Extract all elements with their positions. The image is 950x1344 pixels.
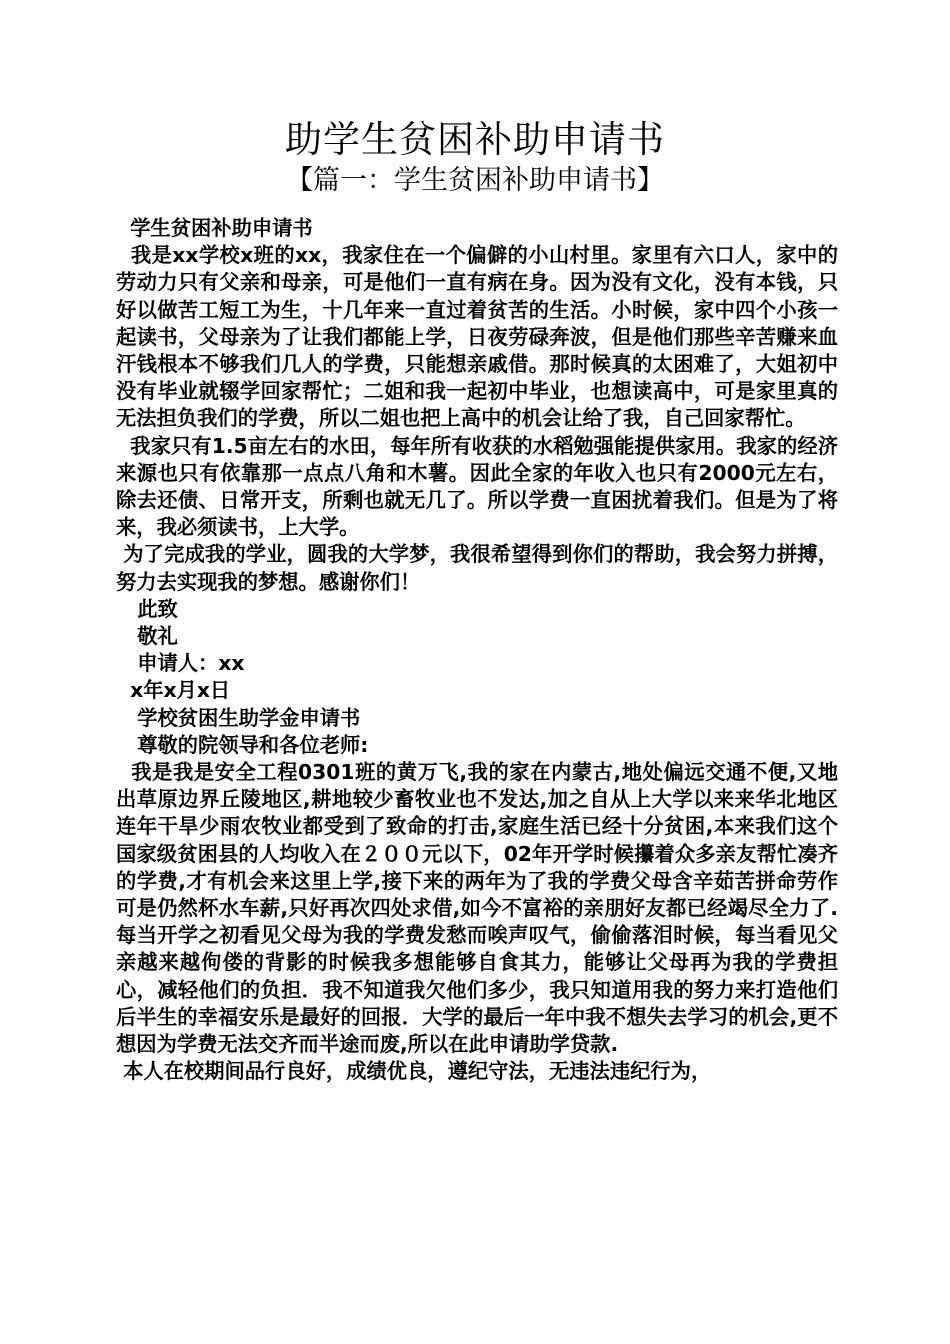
document-body [116,215,838,1086]
greeting-line: 尊敬的院领导和各位老师: [116,732,369,757]
document-subtitle: 【篇一：学生贫困补助申请书】 [286,165,664,196]
date-line: x年x月x日 [116,678,231,703]
body-paragraph: 我是我是安全工程0301班的黄万飞,我的家在内蒙古,地处偏远交通不便,又地出草原边界丘陵地区,耕地较少畜牧业也不发达,加之自从上大学以来来华北地区连年干旱少雨农牧业都受到了致命的打击,家庭生活已经十分贫困,本来我们这个国家级贫困县的人均收入在２００元以下，02年开学时候攥着众多亲友帮忙凑齐的学费,才有机会来这里上学,接下来的两年为了我的学费父母含辛茹苦拼命劳作可是仍然杯水车薪,只好再次四处求借,如今不富裕的亲朋好友都已经竭尽全力了.每当开学之初看见父母为我的学费发愁而唉声叹气，偷偷落泪时候，每当看见父亲越来越佝偻的背影的时候我多想能够自食其力，能够让父母再为我的学费担心，减轻他们的负担．我不知道我欠他们多少，我只知道用我的努力来打造他们后半生的幸福安乐是最好的回报．大学的最后一年中我不想失去学习的机会,更不想因为学费无法交齐而半途而废,所以在此申请助学贷款. [116,760,839,1057]
body-paragraph: 我家只有1.5亩左右的水田，每年所有收获的水稻勉强能提供家用。我家的经济来源也只有依靠那一点点八角和木薯。因此全家的年收入也只有2000元左右，除去还债、日常开支，所剩也就无几了。所以学费一直困扰着我们。但是为了将来，我必须读书，上大学。 [116,433,838,540]
body-paragraph: 本人在校期间品行良好，成绩优良，遵纪守法，无违法违纪行为， [116,1059,712,1084]
closing-regards: 敬礼 [116,624,178,649]
body-paragraph: 我是xx学校x班的xx，我家住在一个偏僻的小山村里。家里有六口人，家中的劳动力只有父亲和母亲，可是他们一直有病在身。因为没有文化，没有本钱，只好以做苦工短工为生，十几年来一直过着贫苦的生活。小时候，家中四个小孩一起读书，父母亲为了让我们都能上学，日夜劳碌奔波，但是他们那些辛苦赚来血汗钱根本不够我们几人的学费，只能想亲戚借。那时候真的太困难了，大姐初中没有毕业就辍学回家帮忙；二姐和我一起初中毕业，也想读高中，可是家里真的无法担负我们的学费，所以二姐也把上高中的机会让给了我，自己回家帮忙。 [116,243,839,431]
section-heading: 学生贫困补助申请书 [116,216,313,240]
closing-salutation: 此致 [116,596,178,621]
document-title: 助学生贫困补助申请书 [285,118,665,161]
body-paragraph: 为了完成我的学业，圆我的大学梦，我很希望得到你们的帮助，我会努力拼搏，努力去实现我的梦想。感谢你们！ [116,542,838,594]
applicant-line: 申请人：xx [116,651,245,676]
section-heading: 学校贫困生助学金申请书 [116,705,361,730]
